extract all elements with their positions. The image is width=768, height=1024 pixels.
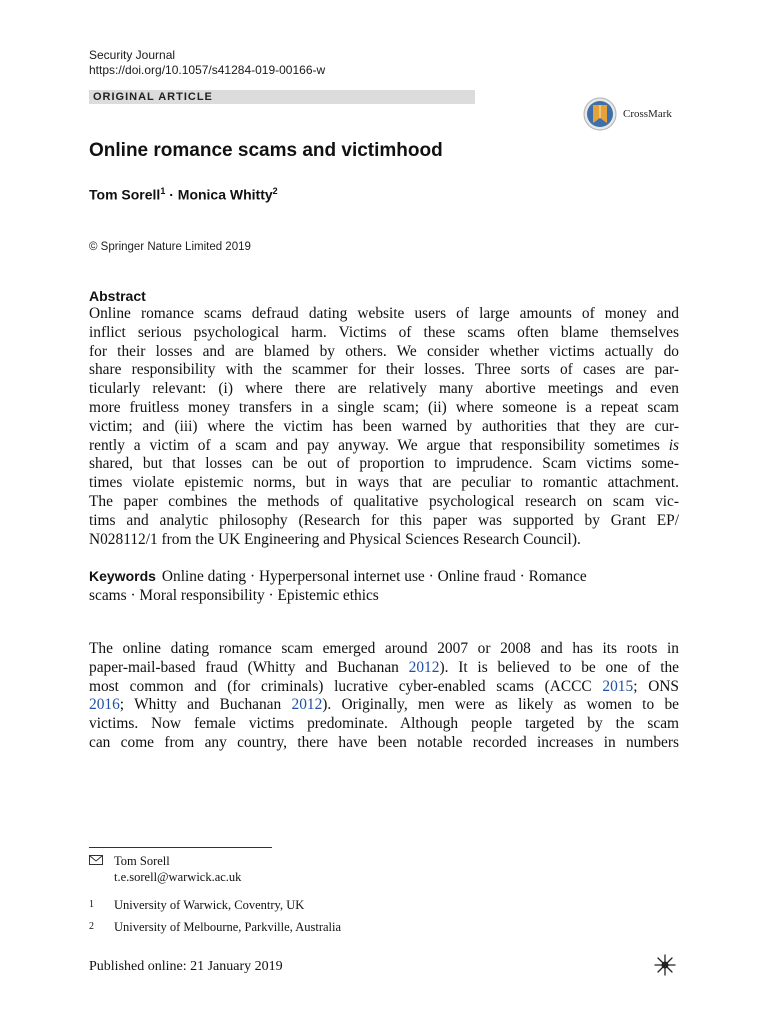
author-separator: · [165, 186, 178, 203]
keywords-line: Online dating · Hyperpersonal internet use · Online fraud · Romance [161, 568, 587, 585]
affiliation-mark: 1 [89, 899, 94, 910]
citation-link[interactable]: 2015 [602, 677, 634, 695]
abstract-line: share responsibility with the scammer for their losses. Three sorts of cases are par- [89, 361, 679, 379]
body-text-span: ). It is believed to be one of the [439, 658, 679, 676]
abstract-line-with-emphasis [89, 437, 679, 456]
abstract-emphasis: is [668, 436, 679, 454]
abstract-line: victim; and (iii) where the victim has been warned by authorities that they are cur- [89, 417, 679, 435]
copyright-notice: © Springer Nature Limited 2019 [89, 241, 251, 253]
abstract-line: inflict serious psychological harm. Victims of these scams often blame themselves [89, 323, 679, 341]
body-text-span: ; Whitty and Buchanan [119, 696, 292, 714]
abstract-line: ticularly relevant: (i) where there are relatively many abortive meetings and even [89, 380, 679, 398]
author-affiliation-ref: 1 [160, 186, 166, 196]
keywords-label: Keywords [89, 568, 156, 584]
citation-link[interactable]: 2012 [291, 696, 323, 714]
article-type-bar: ORIGINAL ARTICLE [89, 90, 475, 104]
crossmark-icon [580, 96, 620, 132]
author-name[interactable]: Tom Sorell [89, 186, 161, 203]
author-affiliation-ref: 2 [272, 186, 278, 196]
affiliation-text: University of Melbourne, Parkville, Australia [114, 920, 342, 934]
body-line: can come from any country, there have been notable recorded increases in numbers [89, 733, 679, 751]
journal-header [89, 48, 325, 78]
doi-link[interactable]: https://doi.org/10.1057/s41284-019-00166-w [89, 63, 326, 77]
crossmark-label: CrossMark [623, 108, 672, 120]
footnote-divider [89, 847, 272, 848]
body-text-span: most common and (for criminals) lucrative cyber-enabled scams (ACCC [89, 677, 603, 695]
abstract-heading: Abstract [89, 288, 146, 304]
abstract-line: The paper combines the methods of qualitative psychological research on scam vic- [89, 492, 679, 510]
body-line [89, 659, 679, 678]
contact-name: Tom Sorell [114, 854, 170, 868]
crossmark-badge[interactable] [580, 96, 672, 132]
journal-name: Security Journal [89, 48, 176, 62]
footnotes [89, 853, 489, 935]
abstract-line: N028112/1 from the UK Engineering and Physical Sciences Research Council). [89, 530, 581, 548]
body-line [89, 696, 679, 715]
abstract-line: for their losses and are blamed by others. We consider whether victims actually do [89, 342, 679, 360]
citation-link[interactable]: 2012 [408, 658, 440, 676]
keywords-block [89, 567, 679, 606]
affiliation-footnote [89, 897, 489, 913]
body-text-span: ; ONS [633, 677, 679, 695]
springer-horse-icon [651, 951, 679, 979]
body-line: victims. Now female victims predominate. Although people targeted by the scam [89, 715, 679, 733]
abstract-line: tims and analytic philosophy (Research for this paper was supported by Grant EP/ [89, 511, 679, 529]
citation-link[interactable]: 2016 [89, 696, 120, 714]
affiliation-footnote [89, 919, 489, 935]
keywords-line: scams · Moral responsibility · Epistemic ethics [89, 586, 379, 604]
abstract-line-text: rently a victim of a scam and pay anyway. We argue that responsibility sometimes [89, 436, 660, 454]
article-title: Online romance scams and victimhood [89, 140, 443, 161]
abstract-line: more fruitless money transfers in a single scam; (ii) where someone is a repeat scam [89, 398, 679, 416]
envelope-icon [89, 853, 114, 885]
contact-footnote [89, 853, 489, 885]
affiliation-text: University of Warwick, Coventry, UK [114, 898, 305, 912]
abstract-line: times violate epistemic norms, but in ways that are peculiar to romantic attachment. [89, 474, 679, 492]
published-date: Published online: 21 January 2019 [89, 959, 283, 974]
author-list [89, 186, 278, 203]
abstract-line: Online romance scams defraud dating website users of large amounts of money and [89, 305, 679, 322]
body-paragraph [89, 640, 679, 753]
body-line [89, 678, 679, 697]
body-line: The online dating romance scam emerged around 2007 or 2008 and has its roots in [89, 640, 679, 657]
body-text-span: ). Originally, men were as likely as women to be [322, 696, 679, 714]
contact-email[interactable]: t.e.sorell@warwick.ac.uk [114, 870, 242, 884]
abstract-line: shared, but that losses can be out of proportion to imprudence. Scam victims some- [89, 455, 679, 473]
body-text-span: paper-mail-based fraud (Whitty and Buchanan [89, 658, 409, 676]
affiliation-mark: 2 [89, 921, 94, 932]
author-name[interactable]: Monica Whitty [177, 186, 273, 203]
abstract-text [89, 305, 679, 549]
